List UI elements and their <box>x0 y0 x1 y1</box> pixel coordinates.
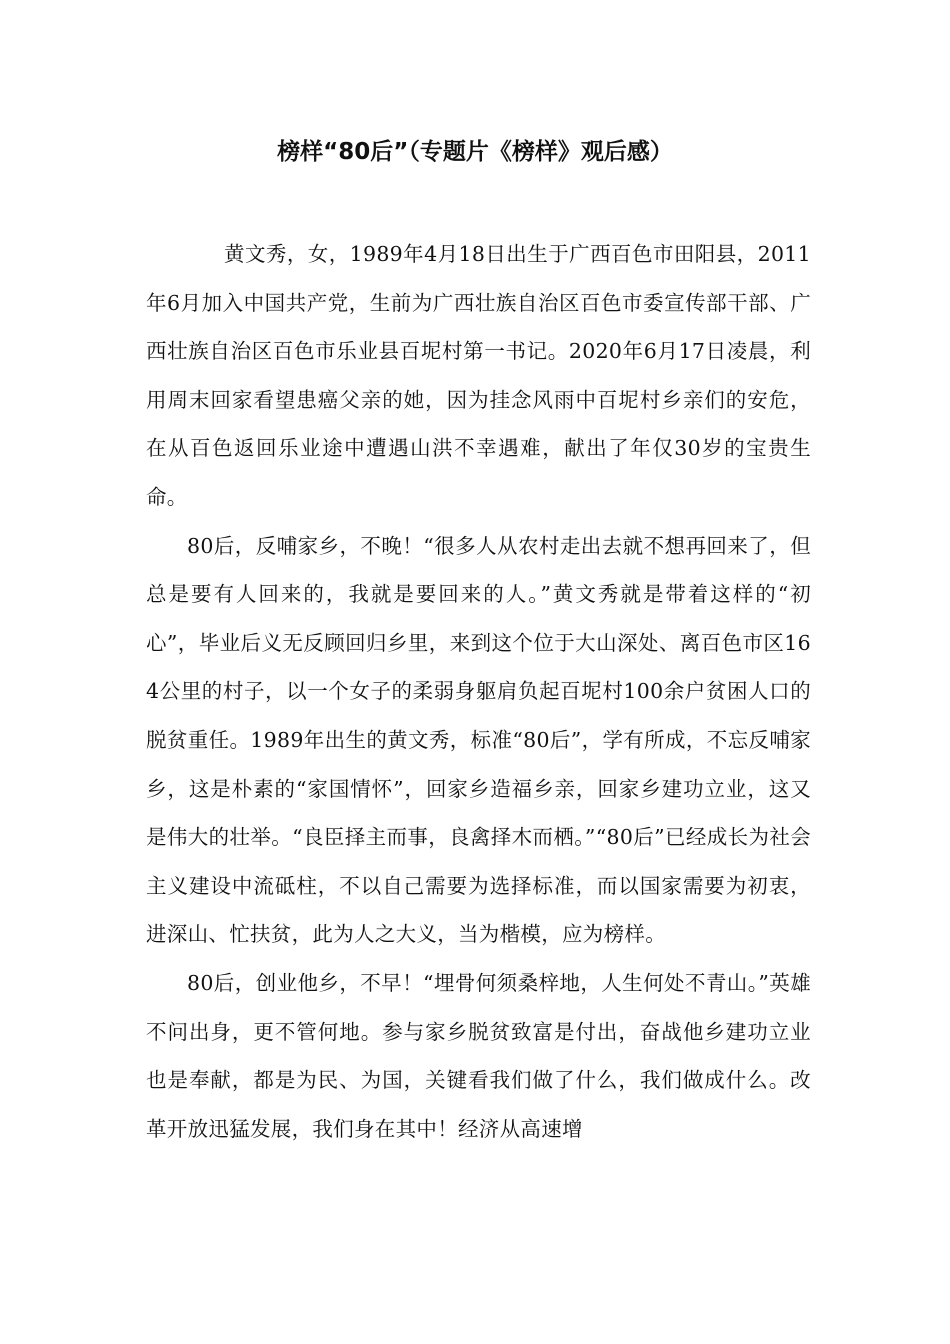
paragraph-3: 80后，创业他乡，不早！“埋骨何须桑梓地，人生何处不青山。”英雄不问出身，更不管何地。参与家乡脱贫致富是付出，奋战他乡建功立业也是奉献，都是为民、为国，关键看我们做了什么，我们做成什么。改革开放迅猛发展，我们身在其中！经济从高速增 <box>146 970 811 1141</box>
document-title: 榜样“80后”（专题片《榜样》观后感） <box>277 139 673 165</box>
document-body <box>146 230 811 1153</box>
paragraph-1: 黄文秀，女，1989年4月18日出生于广西百色市田阳县，2011年6月加入中国共产党，生前为广西壮族自治区百色市委宣传部干部、广西壮族自治区百色市乐业县百坭村第一书记。2020年6月17日凌晨，利用周末回家看望患癌父亲的她，因为挂念风雨中百坭村乡亲们的安危，在从百色返回乐业途中遭遇山洪不幸遇难，献出了年仅30岁的宝贵生命。 <box>146 242 811 509</box>
paragraph-2: 80后，反哺家乡，不晚！“很多人从农村走出去就不想再回来了，但总是要有人回来的，我就是要回来的人。”黄文秀就是带着这样的“初心”，毕业后义无反顾回归乡里，来到这个位于大山深处、离百色市区164公里的村子，以一个女子的柔弱身躯肩负起百坭村100余户贫困人口的脱贫重任。1989年出生的黄文秀，标准“80后”，学有所成，不忘反哺家乡，这是朴素的“家国情怀”，回家乡造福乡亲，回家乡建功立业，这又是伟大的壮举。“良臣择主而事，良禽择木而栖。”“80后”已经成长为社会主义建设中流砥柱，不以自己需要为选择标准，而以国家需要为初衷，进深山、忙扶贫，此为人之大义，当为楷模，应为榜样。 <box>146 533 811 947</box>
